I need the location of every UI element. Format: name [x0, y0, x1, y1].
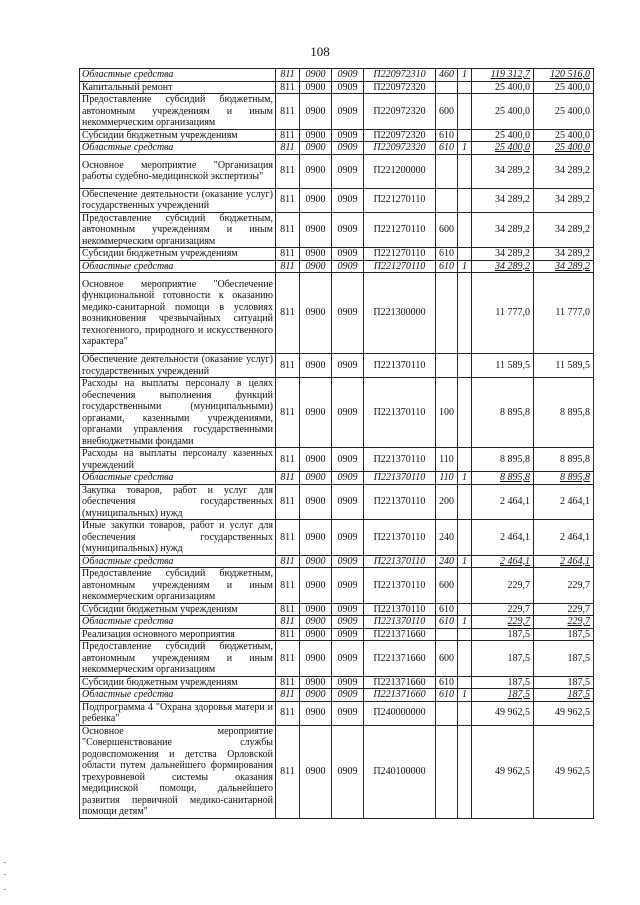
cell-adm: 811 [276, 676, 300, 689]
cell-v1: 8 895,8 [472, 448, 534, 472]
cell-ist: 1 [458, 555, 472, 568]
cell-rz: 0900 [300, 212, 332, 248]
cell-rz: 0900 [300, 725, 332, 818]
cell-v1: 11 777,0 [472, 273, 534, 354]
cell-csr: П220972320 [364, 81, 436, 94]
cell-pr: 0909 [332, 260, 364, 273]
cell-adm: 811 [276, 69, 300, 82]
cell-vr: 110 [436, 472, 458, 485]
cell-vr: 610 [436, 616, 458, 629]
cell-name: Областные средства [80, 472, 276, 485]
cell-pr: 0909 [332, 69, 364, 82]
table-row [80, 520, 594, 556]
cell-adm: 811 [276, 520, 300, 556]
cell-v1: 34 289,2 [472, 248, 534, 261]
cell-name: Иные закупки товаров, работ и услуг для обеспечения государственных (муниципальных) нужд [80, 520, 276, 556]
cell-v1: 187,5 [472, 676, 534, 689]
cell-v1: 229,7 [472, 616, 534, 629]
cell-pr: 0909 [332, 725, 364, 818]
cell-rz: 0900 [300, 154, 332, 188]
table-row-regional-funds [80, 555, 594, 568]
cell-ist [458, 248, 472, 261]
cell-vr [436, 273, 458, 354]
cell-rz: 0900 [300, 472, 332, 485]
cell-v1: 2 464,1 [472, 520, 534, 556]
table-row [80, 568, 594, 604]
cell-v2: 34 289,2 [534, 248, 594, 261]
cell-v1: 229,7 [472, 603, 534, 616]
cell-ist [458, 568, 472, 604]
cell-pr: 0909 [332, 472, 364, 485]
cell-adm: 811 [276, 81, 300, 94]
cell-ist: 1 [458, 69, 472, 82]
cell-name: Расходы на выплаты персоналу в целях обеспечения выполнения функций государственными (муниципальными) органами, казенными учреждениями, органами управления государственными внебюджетными фондами [80, 378, 276, 448]
cell-ist [458, 188, 472, 212]
cell-vr: 240 [436, 555, 458, 568]
cell-adm: 811 [276, 260, 300, 273]
cell-v1: 25 400,0 [472, 129, 534, 142]
table-row [80, 378, 594, 448]
cell-ist [458, 676, 472, 689]
cell-pr: 0909 [332, 701, 364, 725]
cell-v2: 11 589,5 [534, 354, 594, 378]
cell-pr: 0909 [332, 616, 364, 629]
cell-pr: 0909 [332, 142, 364, 155]
cell-adm: 811 [276, 248, 300, 261]
cell-name: Областные средства [80, 616, 276, 629]
cell-v1: 11 589,5 [472, 354, 534, 378]
budget-table [79, 68, 594, 819]
cell-adm: 811 [276, 689, 300, 702]
table-row [80, 273, 594, 354]
cell-adm: 811 [276, 641, 300, 677]
table-row-regional-funds [80, 616, 594, 629]
cell-csr: П221370110 [364, 484, 436, 520]
cell-rz: 0900 [300, 689, 332, 702]
cell-vr: 200 [436, 484, 458, 520]
cell-csr: П221270110 [364, 188, 436, 212]
cell-vr [436, 701, 458, 725]
table-row [80, 212, 594, 248]
cell-v1: 187,5 [472, 689, 534, 702]
cell-ist [458, 725, 472, 818]
cell-pr: 0909 [332, 81, 364, 94]
cell-rz: 0900 [300, 701, 332, 725]
cell-v1: 119 312,7 [472, 69, 534, 82]
cell-vr [436, 628, 458, 641]
cell-csr: П221371660 [364, 689, 436, 702]
cell-v2: 229,7 [534, 603, 594, 616]
cell-v2: 187,5 [534, 689, 594, 702]
cell-v1: 8 895,8 [472, 378, 534, 448]
cell-csr: П220972320 [364, 94, 436, 130]
table-row [80, 641, 594, 677]
table-row-regional-funds [80, 69, 594, 82]
cell-adm: 811 [276, 378, 300, 448]
cell-v2: 25 400,0 [534, 142, 594, 155]
cell-vr: 610 [436, 129, 458, 142]
cell-ist [458, 520, 472, 556]
cell-pr: 0909 [332, 484, 364, 520]
cell-rz: 0900 [300, 555, 332, 568]
cell-pr: 0909 [332, 248, 364, 261]
cell-ist [458, 701, 472, 725]
cell-rz: 0900 [300, 354, 332, 378]
cell-adm: 811 [276, 616, 300, 629]
cell-rz: 0900 [300, 568, 332, 604]
table-row [80, 129, 594, 142]
cell-csr: П221370110 [364, 354, 436, 378]
cell-name: Областные средства [80, 69, 276, 82]
cell-ist [458, 129, 472, 142]
cell-vr: 600 [436, 94, 458, 130]
cell-adm: 811 [276, 188, 300, 212]
cell-ist [458, 628, 472, 641]
table-row [80, 676, 594, 689]
cell-name: Реализация основного мероприятия [80, 628, 276, 641]
cell-vr: 600 [436, 641, 458, 677]
cell-pr: 0909 [332, 212, 364, 248]
cell-csr: П221371660 [364, 641, 436, 677]
cell-pr: 0909 [332, 641, 364, 677]
cell-v1: 2 464,1 [472, 484, 534, 520]
cell-pr: 0909 [332, 354, 364, 378]
cell-v2: 49 962,5 [534, 725, 594, 818]
cell-ist: 1 [458, 472, 472, 485]
cell-adm: 811 [276, 273, 300, 354]
cell-ist [458, 603, 472, 616]
cell-csr: П221371660 [364, 628, 436, 641]
cell-v1: 187,5 [472, 641, 534, 677]
cell-pr: 0909 [332, 676, 364, 689]
cell-csr: П221370110 [364, 448, 436, 472]
cell-adm: 811 [276, 484, 300, 520]
cell-vr [436, 188, 458, 212]
cell-name: Закупка товаров, работ и услуг для обеспечения государственных (муниципальных) нужд [80, 484, 276, 520]
cell-v1: 34 289,2 [472, 188, 534, 212]
cell-vr: 600 [436, 568, 458, 604]
cell-v1: 229,7 [472, 568, 534, 604]
cell-ist [458, 354, 472, 378]
cell-name: Обеспечение деятельности (оказание услуг) государственных учреждений [80, 188, 276, 212]
cell-vr [436, 354, 458, 378]
cell-pr: 0909 [332, 154, 364, 188]
cell-name: Субсидии бюджетным учреждениям [80, 129, 276, 142]
cell-rz: 0900 [300, 676, 332, 689]
cell-v2: 34 289,2 [534, 260, 594, 273]
cell-csr: П221370110 [364, 555, 436, 568]
cell-adm: 811 [276, 472, 300, 485]
cell-v1: 34 289,2 [472, 154, 534, 188]
cell-v2: 34 289,2 [534, 188, 594, 212]
cell-ist [458, 154, 472, 188]
cell-ist: 1 [458, 260, 472, 273]
table-row [80, 603, 594, 616]
cell-v1: 25 400,0 [472, 81, 534, 94]
cell-name: Областные средства [80, 142, 276, 155]
cell-ist [458, 448, 472, 472]
cell-rz: 0900 [300, 641, 332, 677]
cell-vr: 610 [436, 676, 458, 689]
cell-name: Подпрограмма 4 "Охрана здоровья матери и ребенка" [80, 701, 276, 725]
cell-adm: 811 [276, 354, 300, 378]
cell-csr: П221370110 [364, 472, 436, 485]
cell-vr: 610 [436, 603, 458, 616]
cell-v2: 34 289,2 [534, 154, 594, 188]
table-row [80, 725, 594, 818]
table-row-regional-funds [80, 142, 594, 155]
cell-v2: 2 464,1 [534, 520, 594, 556]
cell-rz: 0900 [300, 142, 332, 155]
cell-csr: П221370110 [364, 603, 436, 616]
cell-csr: П221300000 [364, 273, 436, 354]
cell-vr: 610 [436, 689, 458, 702]
cell-ist [458, 273, 472, 354]
cell-rz: 0900 [300, 188, 332, 212]
cell-v2: 187,5 [534, 676, 594, 689]
cell-v2: 11 777,0 [534, 273, 594, 354]
cell-csr: П221270110 [364, 248, 436, 261]
cell-name: Субсидии бюджетным учреждениям [80, 676, 276, 689]
cell-v2: 2 464,1 [534, 555, 594, 568]
table-row [80, 154, 594, 188]
cell-pr: 0909 [332, 689, 364, 702]
cell-adm: 811 [276, 628, 300, 641]
cell-csr: П221200000 [364, 154, 436, 188]
table-row [80, 484, 594, 520]
cell-name: Предоставление субсидий бюджетным, автономным учреждениям и иным некоммерческим организациям [80, 212, 276, 248]
cell-vr: 600 [436, 212, 458, 248]
cell-v2: 25 400,0 [534, 94, 594, 130]
cell-csr: П221270110 [364, 212, 436, 248]
cell-v1: 34 289,2 [472, 212, 534, 248]
cell-name: Областные средства [80, 689, 276, 702]
cell-adm: 811 [276, 142, 300, 155]
cell-rz: 0900 [300, 484, 332, 520]
cell-rz: 0900 [300, 603, 332, 616]
table-row [80, 94, 594, 130]
cell-v2: 34 289,2 [534, 212, 594, 248]
cell-adm: 811 [276, 568, 300, 604]
cell-vr: 110 [436, 448, 458, 472]
cell-csr: П221370110 [364, 378, 436, 448]
cell-adm: 811 [276, 448, 300, 472]
cell-pr: 0909 [332, 129, 364, 142]
cell-pr: 0909 [332, 273, 364, 354]
cell-vr: 240 [436, 520, 458, 556]
table-row-regional-funds [80, 472, 594, 485]
cell-name: Субсидии бюджетным учреждениям [80, 603, 276, 616]
scan-mark [4, 874, 6, 875]
cell-v2: 229,7 [534, 616, 594, 629]
cell-adm: 811 [276, 94, 300, 130]
cell-pr: 0909 [332, 520, 364, 556]
cell-name: Основное мероприятие "Совершенствование службы родовспоможения и детства Орловской области путем дальнейшего формирования трехуровневой системы оказания медицинской помощи, дальнейшего развития первичной медико-санитарной помощи детям" [80, 725, 276, 818]
cell-rz: 0900 [300, 81, 332, 94]
table-row [80, 628, 594, 641]
cell-adm: 811 [276, 701, 300, 725]
cell-pr: 0909 [332, 378, 364, 448]
cell-v2: 25 400,0 [534, 81, 594, 94]
cell-ist [458, 94, 472, 130]
cell-vr: 610 [436, 260, 458, 273]
cell-csr: П220972320 [364, 129, 436, 142]
cell-rz: 0900 [300, 616, 332, 629]
cell-rz: 0900 [300, 248, 332, 261]
cell-rz: 0900 [300, 273, 332, 354]
cell-adm: 811 [276, 603, 300, 616]
cell-ist [458, 378, 472, 448]
cell-adm: 811 [276, 555, 300, 568]
table-row-regional-funds [80, 689, 594, 702]
cell-v2: 25 400,0 [534, 129, 594, 142]
cell-v1: 34 289,2 [472, 260, 534, 273]
table-row [80, 701, 594, 725]
cell-v1: 25 400,0 [472, 94, 534, 130]
cell-ist: 1 [458, 689, 472, 702]
cell-v2: 187,5 [534, 641, 594, 677]
cell-v1: 25 400,0 [472, 142, 534, 155]
cell-rz: 0900 [300, 520, 332, 556]
table-row [80, 248, 594, 261]
table-row-regional-funds [80, 260, 594, 273]
cell-name: Областные средства [80, 260, 276, 273]
table-row [80, 448, 594, 472]
table-body [80, 69, 594, 819]
scan-mark [4, 889, 6, 890]
cell-rz: 0900 [300, 448, 332, 472]
cell-ist: 1 [458, 142, 472, 155]
cell-v2: 8 895,8 [534, 448, 594, 472]
cell-adm: 811 [276, 212, 300, 248]
cell-v2: 120 516,0 [534, 69, 594, 82]
cell-name: Субсидии бюджетным учреждениям [80, 248, 276, 261]
cell-pr: 0909 [332, 628, 364, 641]
cell-ist [458, 212, 472, 248]
cell-pr: 0909 [332, 603, 364, 616]
cell-vr [436, 81, 458, 94]
cell-ist [458, 484, 472, 520]
cell-rz: 0900 [300, 260, 332, 273]
table-row [80, 354, 594, 378]
cell-pr: 0909 [332, 448, 364, 472]
cell-rz: 0900 [300, 378, 332, 448]
cell-csr: П221370110 [364, 616, 436, 629]
cell-csr: П221370110 [364, 568, 436, 604]
cell-v1: 8 895,8 [472, 472, 534, 485]
cell-name: Основное мероприятие "Обеспечение функциональной готовности к оказанию медико-санитарной помощи в условиях возникновения чрезвычайных ситуаций техногенного, природного и искусственного характера" [80, 273, 276, 354]
cell-v2: 229,7 [534, 568, 594, 604]
cell-rz: 0900 [300, 628, 332, 641]
cell-ist [458, 641, 472, 677]
cell-rz: 0900 [300, 94, 332, 130]
cell-csr: П221270110 [364, 260, 436, 273]
cell-name: Предоставление субсидий бюджетным, автономным учреждениям и иным некоммерческим организациям [80, 641, 276, 677]
cell-csr: П240100000 [364, 725, 436, 818]
cell-ist [458, 81, 472, 94]
cell-v1: 2 464,1 [472, 555, 534, 568]
cell-v2: 8 895,8 [534, 472, 594, 485]
cell-name: Основное мероприятие "Организация работы судебно-медицинской экспертизы" [80, 154, 276, 188]
cell-vr [436, 154, 458, 188]
cell-pr: 0909 [332, 568, 364, 604]
cell-adm: 811 [276, 129, 300, 142]
cell-v2: 187,5 [534, 628, 594, 641]
cell-name: Предоставление субсидий бюджетным, автономным учреждениям и иным некоммерческим организациям [80, 568, 276, 604]
cell-adm: 811 [276, 725, 300, 818]
cell-vr: 100 [436, 378, 458, 448]
cell-pr: 0909 [332, 555, 364, 568]
cell-rz: 0900 [300, 69, 332, 82]
cell-pr: 0909 [332, 188, 364, 212]
cell-v1: 49 962,5 [472, 725, 534, 818]
cell-csr: П220972320 [364, 142, 436, 155]
table-row [80, 81, 594, 94]
cell-vr: 610 [436, 142, 458, 155]
cell-csr: П240000000 [364, 701, 436, 725]
cell-v2: 8 895,8 [534, 378, 594, 448]
cell-csr: П220972310 [364, 69, 436, 82]
cell-v1: 187,5 [472, 628, 534, 641]
cell-name: Обеспечение деятельности (оказание услуг) государственных учреждений [80, 354, 276, 378]
table-row [80, 188, 594, 212]
cell-pr: 0909 [332, 94, 364, 130]
cell-vr: 610 [436, 248, 458, 261]
cell-ist: 1 [458, 616, 472, 629]
cell-csr: П221370110 [364, 520, 436, 556]
scan-mark [4, 862, 6, 863]
cell-v2: 49 962,5 [534, 701, 594, 725]
cell-adm: 811 [276, 154, 300, 188]
cell-vr [436, 725, 458, 818]
cell-v1: 49 962,5 [472, 701, 534, 725]
cell-name: Капитальный ремонт [80, 81, 276, 94]
cell-name: Предоставление субсидий бюджетным, автономным учреждениям и иным некоммерческим организациям [80, 94, 276, 130]
cell-vr: 460 [436, 69, 458, 82]
cell-v2: 2 464,1 [534, 484, 594, 520]
cell-csr: П221371660 [364, 676, 436, 689]
cell-rz: 0900 [300, 129, 332, 142]
cell-name: Областные средства [80, 555, 276, 568]
cell-name: Расходы на выплаты персоналу казенных учреждений [80, 448, 276, 472]
page-number: 108 [310, 44, 330, 59]
